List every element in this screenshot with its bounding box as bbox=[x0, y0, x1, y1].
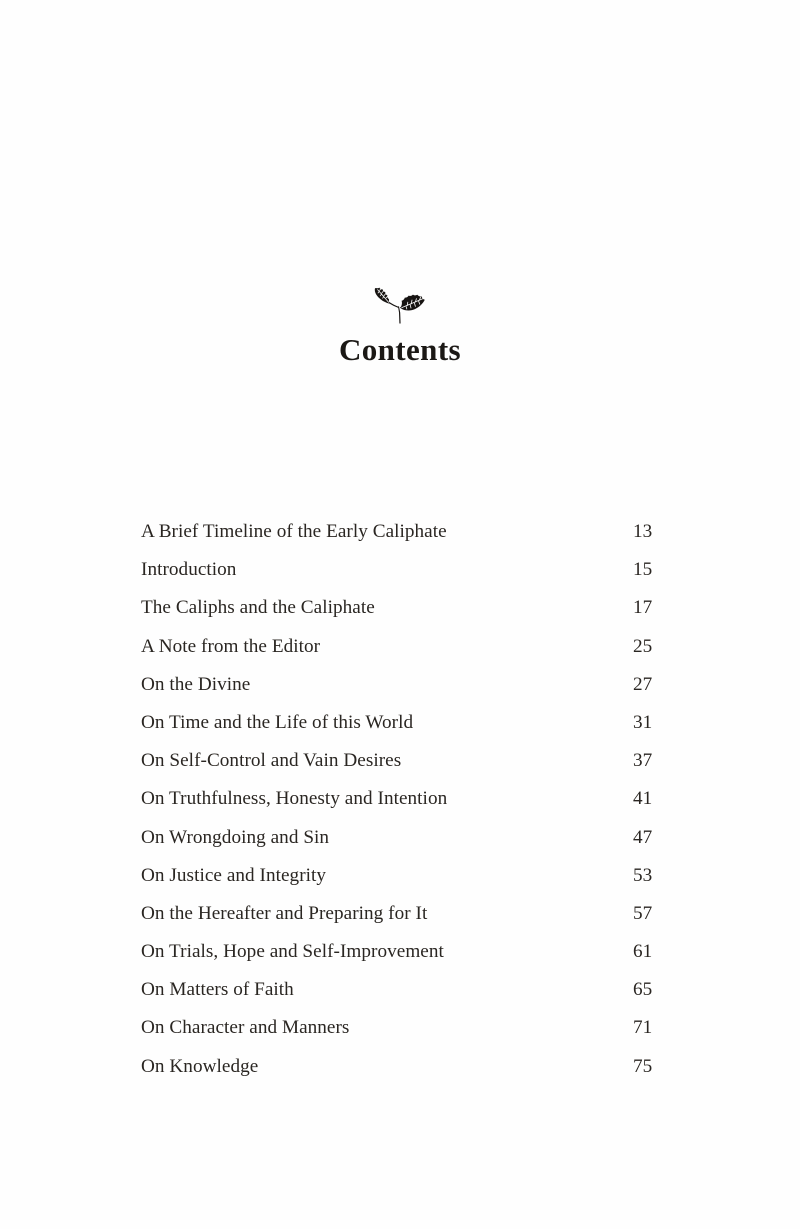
ornament-container bbox=[0, 278, 800, 324]
two-leaves-ornament bbox=[372, 282, 428, 324]
toc-entry-page-number: 37 bbox=[633, 750, 653, 772]
toc-entry-page-number: 25 bbox=[633, 635, 653, 657]
toc-entry-page-number: 27 bbox=[633, 673, 653, 695]
toc-entry[interactable] bbox=[141, 1048, 701, 1086]
toc-entry[interactable] bbox=[141, 895, 701, 933]
toc-entry-title: On Character and Manners bbox=[141, 1017, 350, 1039]
toc-entry[interactable] bbox=[141, 704, 701, 742]
toc-entry[interactable] bbox=[141, 933, 701, 971]
toc-entry-page-number: 47 bbox=[633, 826, 653, 848]
toc-entry-page-number: 31 bbox=[633, 711, 653, 733]
toc-entry-page-number: 57 bbox=[633, 902, 653, 924]
toc-entry[interactable] bbox=[141, 857, 701, 895]
toc-entry[interactable] bbox=[141, 666, 701, 704]
toc-entry-page-number: 61 bbox=[633, 941, 653, 963]
toc-entry-title: On Time and the Life of this World bbox=[141, 711, 414, 733]
toc-entry[interactable] bbox=[141, 589, 701, 627]
page-title: Contents bbox=[338, 332, 462, 367]
toc-entry-title: A Brief Timeline of the Early Caliphate bbox=[141, 521, 447, 542]
toc-entry[interactable] bbox=[141, 780, 701, 818]
toc-entry-title: On Knowledge bbox=[141, 1055, 259, 1077]
toc-entry[interactable] bbox=[141, 1009, 701, 1047]
toc-entry-title: Introduction bbox=[141, 559, 237, 581]
toc-entry-title: On the Divine bbox=[141, 673, 251, 695]
toc-entry-title: On Trials, Hope and Self-Improvement bbox=[141, 941, 444, 963]
toc-entry-page-number: 41 bbox=[633, 788, 653, 810]
toc-entry[interactable] bbox=[141, 819, 701, 857]
toc-entry-title: On Wrongdoing and Sin bbox=[141, 826, 330, 848]
toc-entry-title: The Caliphs and the Caliphate bbox=[141, 597, 375, 619]
toc-entry-page-number: 15 bbox=[633, 559, 653, 581]
toc-entry[interactable] bbox=[141, 513, 701, 551]
toc-entry-page-number: 75 bbox=[633, 1055, 653, 1077]
toc-entry[interactable] bbox=[141, 628, 701, 666]
table-of-contents bbox=[141, 513, 701, 1086]
toc-entry[interactable] bbox=[141, 971, 701, 1009]
toc-entry-page-number: 13 bbox=[633, 521, 653, 542]
toc-entry-title: On the Hereafter and Preparing for It bbox=[141, 902, 428, 924]
toc-entry-page-number: 17 bbox=[633, 597, 653, 619]
toc-entry-page-number: 65 bbox=[633, 979, 653, 1001]
toc-entry-page-number: 53 bbox=[633, 864, 653, 886]
toc-entry[interactable] bbox=[141, 551, 701, 589]
toc-entry[interactable] bbox=[141, 742, 701, 780]
toc-entry-title: A Note from the Editor bbox=[141, 635, 321, 657]
toc-entry-page-number: 71 bbox=[633, 1017, 653, 1039]
toc-entry-title: On Self-Control and Vain Desires bbox=[141, 750, 402, 772]
toc-entry-title: On Matters of Faith bbox=[141, 979, 294, 1001]
toc-entry-title: On Justice and Integrity bbox=[141, 864, 327, 886]
toc-entry-title: On Truthfulness, Honesty and Intention bbox=[141, 788, 448, 810]
